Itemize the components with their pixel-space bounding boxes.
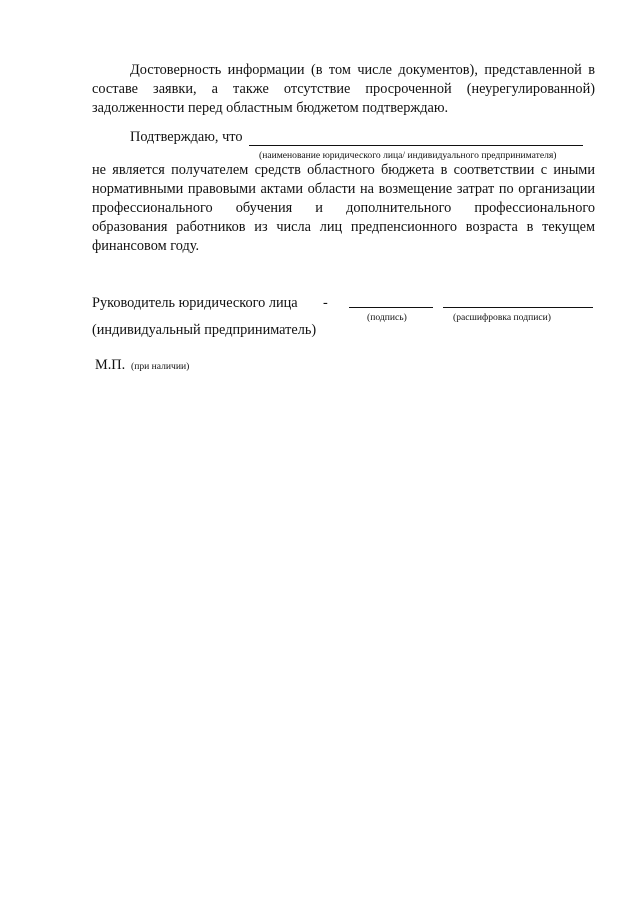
confirm-label: Подтверждаю, что xyxy=(130,129,243,145)
signature-line xyxy=(349,307,433,308)
confirmation-paragraph: Достоверность информации (в том числе документов), представленной в составе заявки, а также отсутствие просроченной (неурегулированной) задолженности перед областным бюджетом подтверждаю. xyxy=(92,62,595,116)
entrepreneur-label: (индивидуальный предприниматель) xyxy=(92,322,317,338)
signature-decoding-line xyxy=(443,307,593,308)
organization-name-caption: (наименование юридического лица/ индивидуального предпринимателя) xyxy=(259,150,557,161)
stamp-note: (при наличии) xyxy=(131,361,190,372)
signature-dash: - xyxy=(323,295,328,311)
head-of-entity-label: Руководитель юридического лица xyxy=(92,295,298,311)
non-recipient-paragraph: не является получателем средств областного бюджета в соответствии с иными нормативными правовыми актами области на возмещение затрат по организации профессионального обучения и дополнительного профессионального образования работников из числа лиц предпенсионного возраста в текущем финансовом году. xyxy=(92,162,595,254)
stamp-label: М.П. xyxy=(95,357,126,373)
signature-decoding-caption: (расшифровка подписи) xyxy=(453,312,551,323)
organization-name-line xyxy=(249,145,583,146)
signature-caption: (подпись) xyxy=(367,312,407,323)
